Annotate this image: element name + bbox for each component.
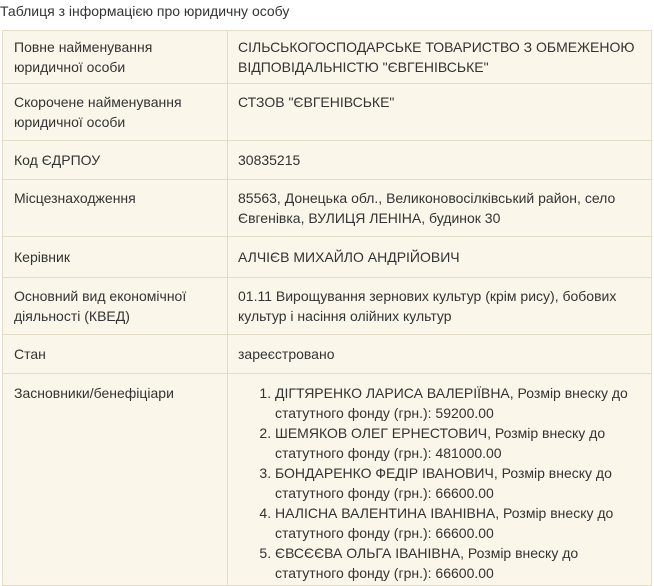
row-value-edrpou: 30835215 [228, 141, 652, 180]
row-label-kved: Основний вид економічної діяльності (КВЕД) [3, 278, 228, 335]
row-value-kved: 01.11 Вирощування зернових культур (крім рису), бобових культур і насіння олійних культур [228, 278, 652, 335]
list-item: 3. БОНДАРЕНКО ФЕДІР ІВАНОВИЧ, Розмір внеску до статутного фонду (грн.): 66600.00 [275, 463, 641, 503]
table-row [3, 237, 652, 278]
row-value-full-name: СІЛЬСЬКОГОСПОДАРСЬКЕ ТОВАРИСТВО З ОБМЕЖЕНОЮ ВІДПОВІДАЛЬНІСТЮ "ЄВГЕНІВСЬКЕ" [228, 31, 652, 84]
row-value-founders [228, 374, 652, 586]
list-item: 4. НАЛІСНА ВАЛЕНТИНА ІВАНІВНА, Розмір внеску до статутного фонду (грн.): 66600.00 [275, 503, 641, 543]
list-item: 1. ДІГТЯРЕНКО ЛАРИСА ВАЛЕРІЇВНА, Розмір внеску до статутного фонду (грн.): 59200.00 [275, 383, 641, 423]
list-item: 2. ШЕМЯКОВ ОЛЕГ ЕРНЕСТОВИЧ, Розмір внеску до статутного фонду (грн.): 481000.00 [275, 423, 641, 463]
table-row [3, 335, 652, 374]
table-caption: Таблиця з інформацією про юридичну особу [0, 3, 290, 19]
table-row [3, 31, 652, 84]
row-label-state: Стан [3, 335, 228, 374]
table-row [3, 141, 652, 180]
row-value-short-name: СТЗОВ "ЄВГЕНІВСЬКЕ" [228, 84, 652, 141]
table-row [3, 374, 652, 586]
table-row [3, 84, 652, 141]
row-label-short-name: Скорочене найменування юридичної особи [3, 84, 228, 141]
row-value-location: 85563, Донецька обл., Великоновосілківський район, село Євгенівка, ВУЛИЦЯ ЛЕНІНА, будинок 30 [228, 180, 652, 237]
legal-entity-info-table [2, 30, 652, 586]
founders-list [238, 383, 641, 583]
row-label-head: Керівник [3, 237, 228, 278]
table-row [3, 278, 652, 335]
row-label-edrpou: Код ЄДРПОУ [3, 141, 228, 180]
row-label-full-name: Повне найменування юридичної особи [3, 31, 228, 84]
row-value-head: АЛЧІЄВ МИХАЙЛО АНДРІЙОВИЧ [228, 237, 652, 278]
row-label-location: Місцезнаходження [3, 180, 228, 237]
row-label-founders: Засновники/бенефіціари [3, 374, 228, 586]
list-item: 5. ЄВСЄЄВА ОЛЬГА ІВАНІВНА, Розмір внеску до статутного фонду (грн.): 66600.00 [275, 543, 641, 583]
row-value-state: зареєстровано [228, 335, 652, 374]
table-row [3, 180, 652, 237]
